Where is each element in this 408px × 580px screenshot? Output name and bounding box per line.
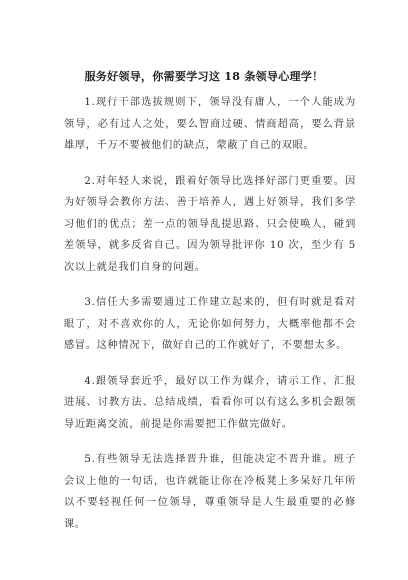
- document-title: 服务好领导，你需要学习这 18 条领导心理学！: [84, 70, 324, 83]
- paragraph-5: 5.有些领导无法选择晋升谁，但能决定不晋升谁。班子会议上他的一句话，也许就能让你在冷板凳上多呆好几年所以不要轻视任何一位领导，尊重领导是人生最重要的必修课。: [64, 454, 356, 530]
- paragraph-2: 2.对年轻人来说，跟着好领导比选择好部门更重要。因为好领导会教你方法、善于培养人，遇上好领导，我们多学习他们的优点；差一点的领导乱提思路、只会使唤人，碰到差领导，就多反省自己。因为领导批评你 10 次，至少有 5 次以上就是我们自身的问题。: [64, 175, 356, 273]
- document-body: [64, 92, 356, 549]
- paragraph-1: 1.现行干部选拔规则下，领导没有庸人，一个人能成为领导，必有过人之处，要么智商过硬、情商超高，要么背景雄厚，千万不要被他们的缺点，蒙蔽了自己的双眼。: [64, 97, 356, 151]
- paragraph-4: 4.跟领导套近乎，最好以工作为媒介，请示工作、汇报进展、讨教方法、总结成绩，看看你可以有这么多机会跟领导近距离交流，前提是你需要把工作做完做好。: [64, 375, 356, 430]
- paragraph-3: 3.信任大多需要通过工作建立起来的，但有时就是看对眼了，对不喜欢你的人，无论你如何努力，大概率他都不会感冒。这种情况下，做好自己的工作就好了，不要想太多。: [64, 297, 356, 351]
